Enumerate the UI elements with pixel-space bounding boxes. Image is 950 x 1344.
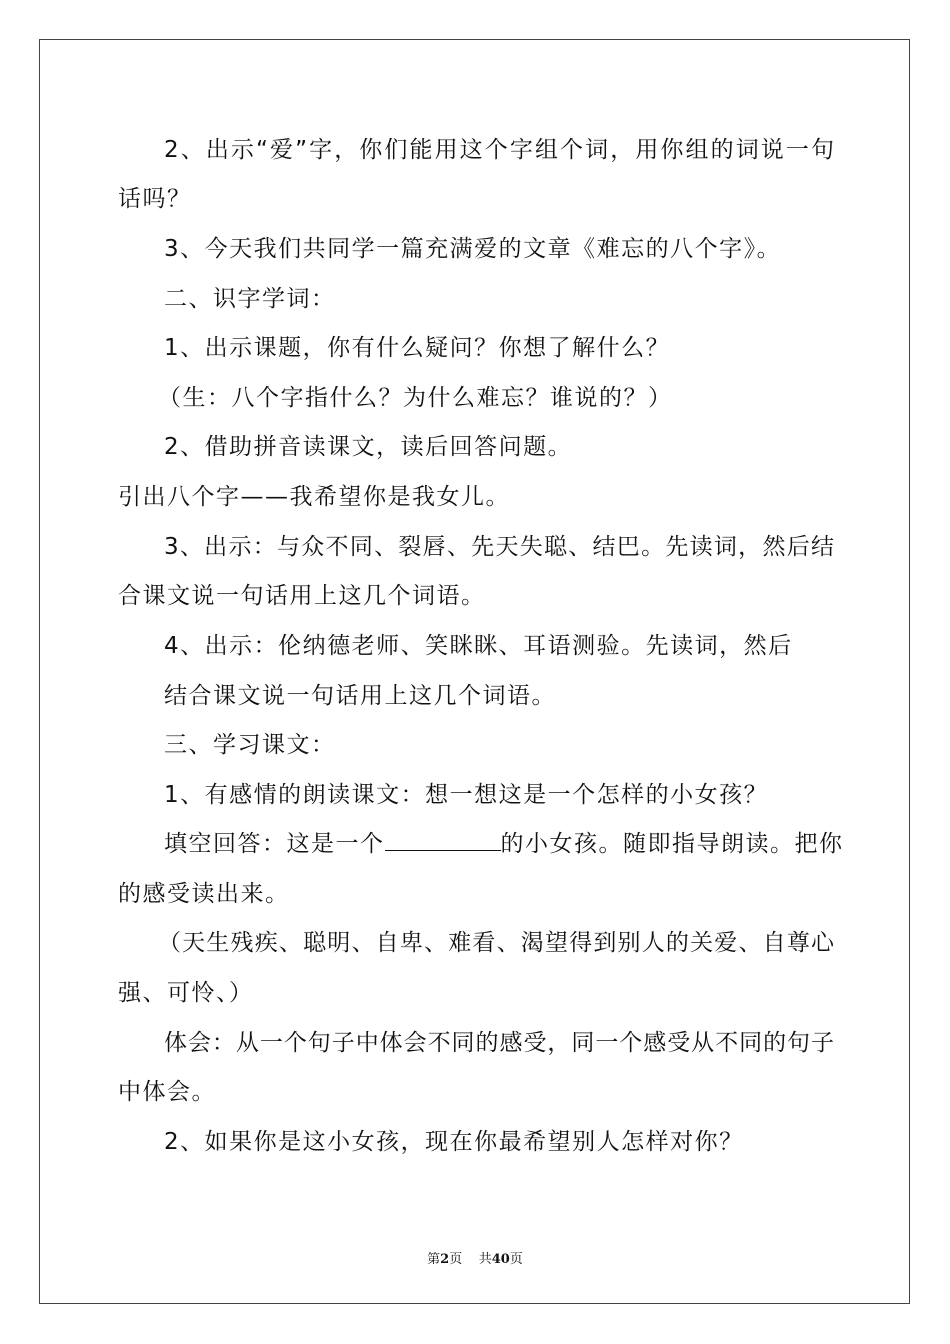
text-line: 引出八个字——我希望你是我女儿。	[118, 484, 510, 510]
page-footer	[0, 1248, 950, 1267]
text-line: 4、出示：伦纳德老师、笑眯眯、耳语测验。先读词，然后	[164, 633, 793, 659]
page-number: 2	[440, 1252, 450, 1267]
fill-in-blank	[385, 828, 501, 851]
fill-in-line	[118, 828, 844, 860]
text-line: 话吗？	[118, 186, 192, 212]
total-prefix: 共	[478, 1252, 492, 1267]
text-line: 中体会。	[118, 1079, 216, 1105]
page-frame	[39, 39, 910, 1304]
fill-in-suffix: 的小女孩。随即指导朗读。把你	[500, 831, 844, 857]
text-line: 强、可怜、）	[118, 980, 254, 1006]
text-line: 2、借助拼音读课文，读后回答问题。	[164, 434, 573, 460]
section-heading: 二、识字学词：	[164, 286, 336, 312]
text-line: 1、出示课题，你有什么疑问？你想了解什么？	[164, 335, 671, 361]
text-line: 3、今天我们共同学一篇充满爱的文章《难忘的八个字》。	[164, 236, 782, 262]
text-line: 结合课文说一句话用上这几个词语。	[164, 683, 556, 709]
total-suffix: 页	[509, 1252, 523, 1267]
text-line: 的感受读出来。	[118, 881, 290, 907]
text-line: 1、有感情的朗读课文：想一想这是一个怎样的小女孩？	[164, 782, 769, 808]
text-line: （天生残疾、聪明、自卑、难看、渴望得到别人的关爱、自尊心	[158, 930, 834, 956]
section-heading: 三、学习课文：	[164, 732, 336, 758]
total-pages: 40	[491, 1252, 510, 1267]
text-line: 体会：从一个句子中体会不同的感受，同一个感受从不同的句子	[164, 1030, 834, 1056]
text-line: 2、出示“爱”字，你们能用这个字组个词，用你组的词说一句	[164, 137, 834, 163]
fill-in-prefix: 填空回答：这是一个	[164, 831, 385, 857]
text-line: 2、如果你是这小女孩，现在你最希望别人怎样对你？	[164, 1129, 744, 1155]
text-line: 合课文说一句话用上这几个词语。	[118, 583, 486, 609]
page-suffix: 页	[449, 1252, 463, 1267]
text-line: 3、出示：与众不同、裂唇、先天失聪、结巴。先读词，然后结	[164, 534, 834, 560]
text-line: （生：八个字指什么？为什么难忘？谁说的？）	[158, 385, 673, 411]
page-prefix: 第	[427, 1252, 441, 1267]
